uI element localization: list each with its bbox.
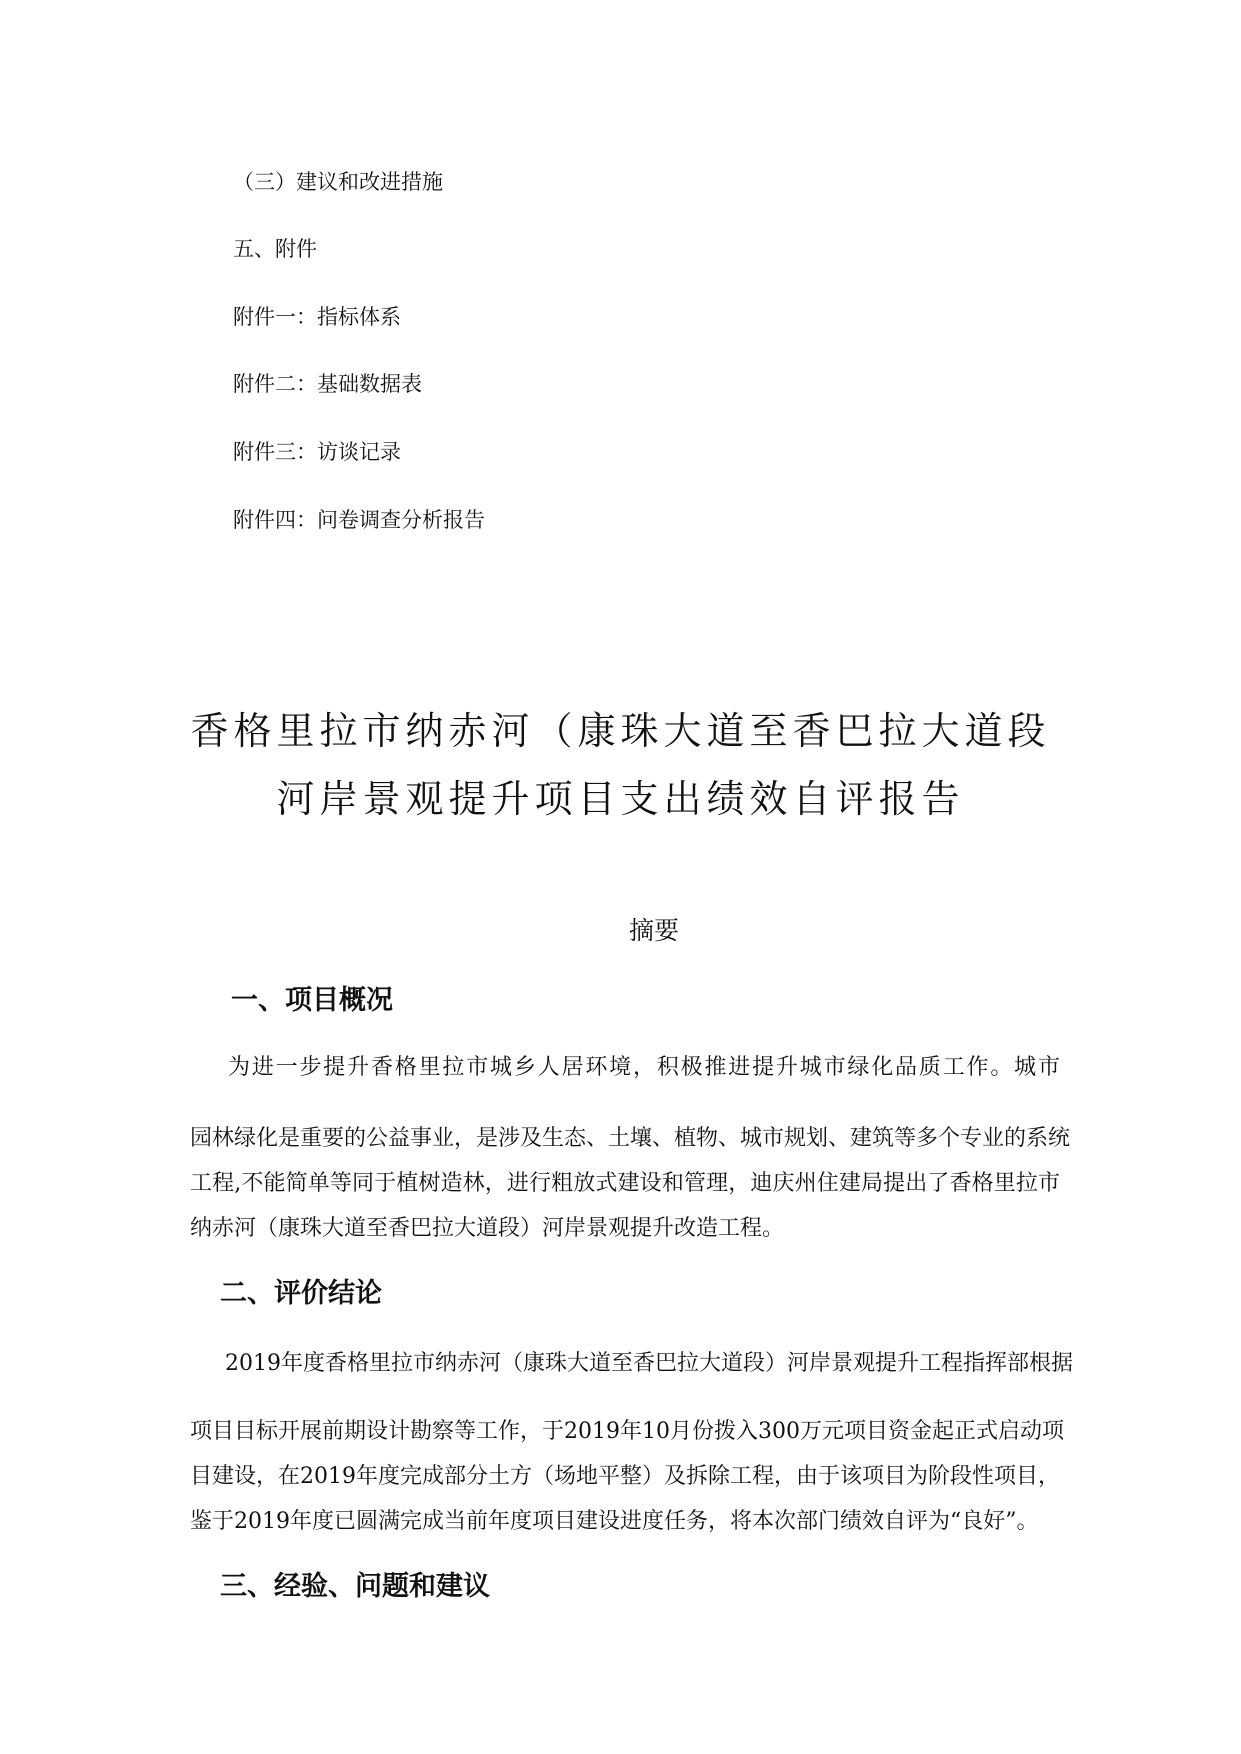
toc-appendix-2: 附件二：基础数据表: [233, 372, 422, 396]
conclusion-line: 目建设，在2019年度完成部分土方（场地平整）及拆除工程，由于该项目为阶段性项目，: [190, 1464, 1060, 1489]
section-heading-experience: 三、经验、问题和建议: [220, 1571, 490, 1602]
overview-line: 工程,不能简单等同于植树造林，进行粗放式建设和管理，迪庆州住建局提出了香格里拉市: [190, 1171, 1060, 1196]
toc-appendix-3: 附件三：访谈记录: [233, 440, 401, 464]
report-title-line1: 香格里拉市纳赤河（康珠大道至香巴拉大道段: [190, 709, 1051, 753]
conclusion-line: 项目目标开展前期设计勘察等工作，于2019年10月份拨入300万元项目资金起正式启动项: [190, 1419, 1064, 1444]
toc-recommendations: （三）建议和改进措施: [233, 170, 443, 194]
abstract-label: 摘要: [628, 916, 679, 945]
conclusion-line: 鉴于2019年度已圆满完成当前年度项目建设进度任务，将本次部门绩效自评为“良好”。: [190, 1509, 1039, 1534]
section-heading-conclusion: 二、评价结论: [220, 1278, 382, 1309]
toc-appendix-section: 五、附件: [233, 237, 317, 261]
conclusion-line: 2019年度香格里拉市纳赤河（康珠大道至香巴拉大道段）河岸景观提升工程指挥部根据: [225, 1351, 1073, 1376]
section-heading-overview: 一、项目概况: [231, 985, 393, 1016]
overview-line: 园林绿化是重要的公益事业，是涉及生态、土壤、植物、城市规划、建筑等多个专业的系统: [190, 1126, 1071, 1151]
overview-line: 纳赤河（康珠大道至香巴拉大道段）河岸景观提升改造工程。: [190, 1216, 785, 1241]
toc-appendix-4: 附件四：问卷调查分析报告: [233, 508, 485, 532]
report-title-line2: 河岸景观提升项目支出绩效自评报告: [276, 777, 965, 821]
overview-line: 为进一步提升香格里拉市城乡人居环境，积极推进提升城市绿化品质工作。城市: [228, 1055, 1060, 1080]
toc-appendix-1: 附件一：指标体系: [233, 305, 401, 329]
